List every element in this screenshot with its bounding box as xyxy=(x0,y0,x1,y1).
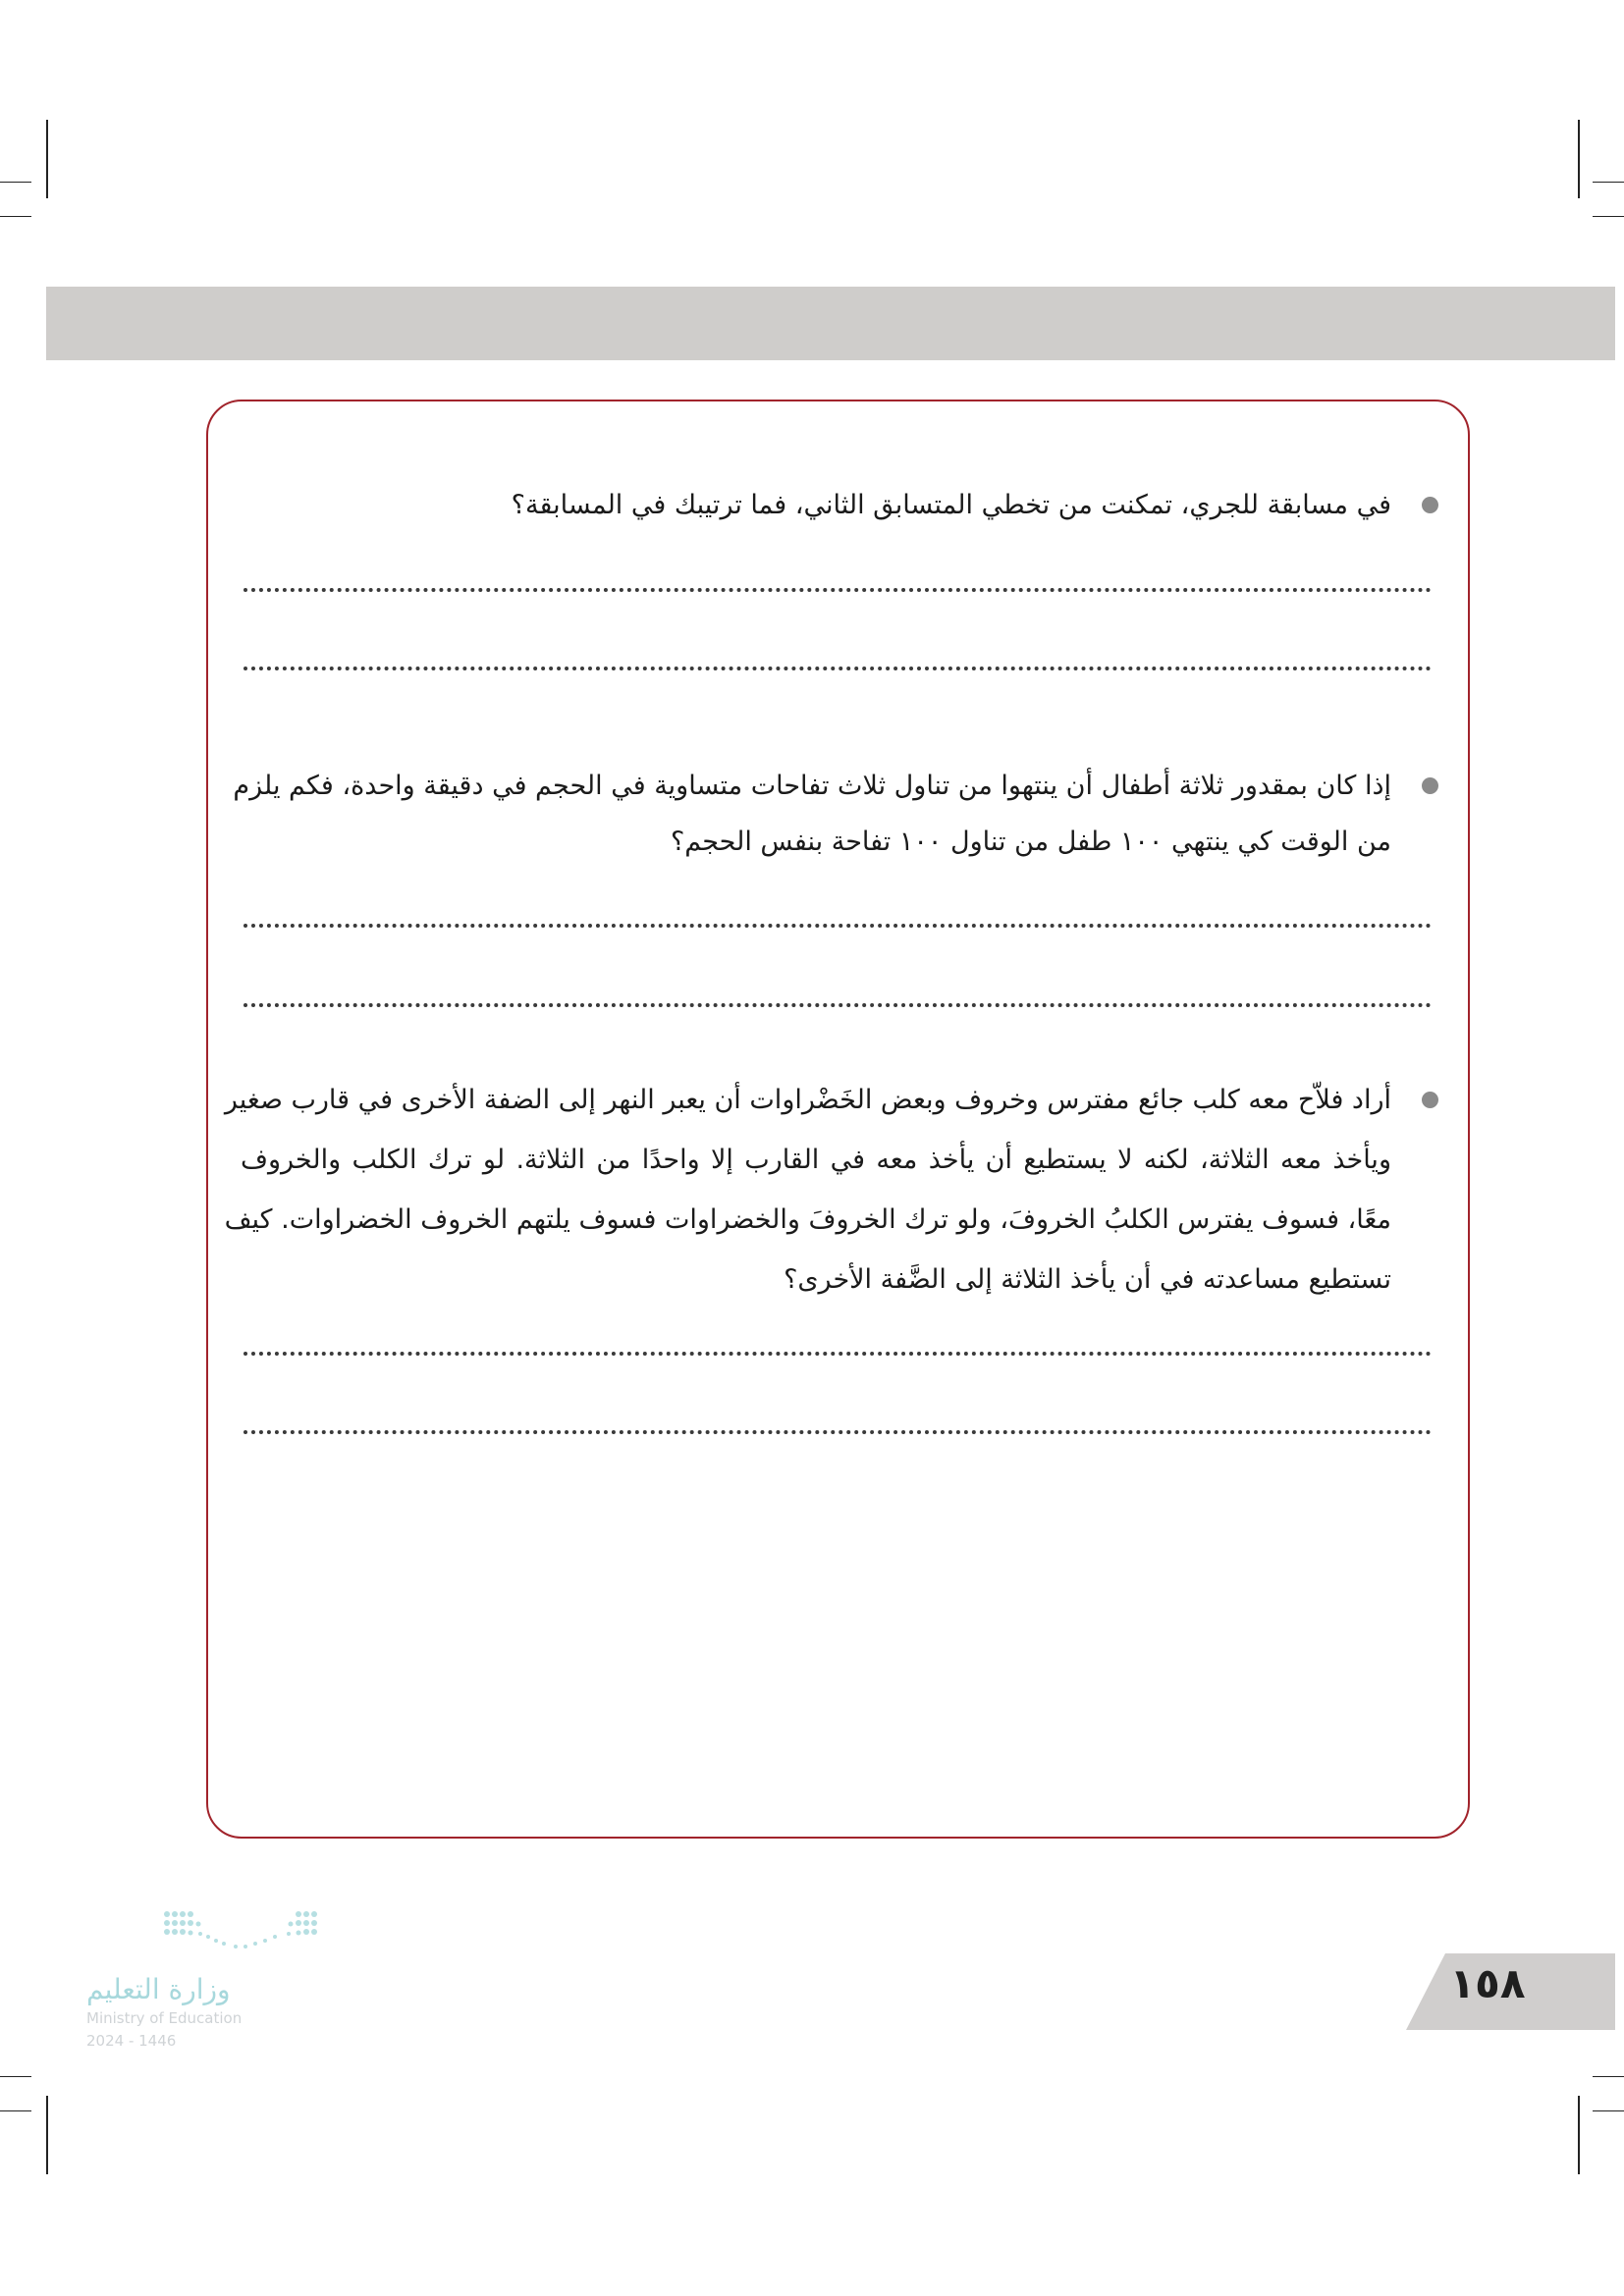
question-line: إذا كان بمقدور ثلاثة أطفال أن ينتهوا من تناول ثلاث تفاحات متساوية في الحجم في دقيقة واحدة، فكم يلزم xyxy=(233,771,1391,801)
answer-line[interactable] xyxy=(244,924,1432,928)
crop-mark xyxy=(46,2096,48,2174)
ministry-name-arabic: وزارة التعليم xyxy=(86,1973,231,2005)
crop-mark xyxy=(1578,2096,1580,2174)
question-3 xyxy=(224,1070,1391,1309)
crop-mark xyxy=(46,120,48,198)
question-line: في مسابقة للجري، تمكنت من تخطي المتسابق الثاني، فما ترتيبك في المسابقة؟ xyxy=(511,490,1391,520)
header-band xyxy=(46,287,1615,360)
crop-mark xyxy=(0,2110,31,2111)
crop-mark xyxy=(0,182,31,183)
bullet-icon xyxy=(1422,497,1438,513)
bullet-icon xyxy=(1422,1092,1438,1108)
ministry-logo-icon xyxy=(157,1904,324,1963)
crop-mark xyxy=(1578,120,1580,198)
page-number: ١٥٨ xyxy=(1449,1959,1526,2007)
question-line: أراد فلاّح معه كلب جائع مفترس وخروف وبعض الخَضْراوات أن يعبر النهر إلى الضفة الأخرى في قارب صغير xyxy=(224,1085,1391,1115)
crop-mark xyxy=(1593,216,1624,217)
question-1 xyxy=(512,477,1391,533)
crop-mark xyxy=(0,216,31,217)
answer-line[interactable] xyxy=(244,1003,1432,1007)
question-line: معًا، فسوف يفترس الكلبُ الخروفَ، ولو ترك الخروفَ والخضراوات فسوف يلتهم الخروف الخضراوات. كيف xyxy=(224,1204,1391,1235)
question-line: تستطيع مساعدته في أن يأخذ الثلاثة إلى الضَّفة الأخرى؟ xyxy=(784,1264,1391,1295)
ministry-name-english: Ministry of Education xyxy=(86,2009,243,2027)
edition-year: 2024 - 1446 xyxy=(86,2032,177,2050)
crop-mark xyxy=(0,2076,31,2077)
crop-mark xyxy=(1593,2110,1624,2111)
answer-line[interactable] xyxy=(244,1352,1432,1356)
crop-mark xyxy=(1593,2076,1624,2077)
answer-line[interactable] xyxy=(244,588,1432,592)
crop-mark xyxy=(1593,182,1624,183)
bullet-icon xyxy=(1422,777,1438,794)
question-line: من الوقت كي ينتهي ١٠٠ طفل من تناول ١٠٠ تفاحة بنفس الحجم؟ xyxy=(670,827,1391,857)
answer-line[interactable] xyxy=(244,1430,1432,1434)
question-2 xyxy=(233,758,1391,870)
answer-line[interactable] xyxy=(244,667,1432,670)
question-line: ويأخذ معه الثلاثة، لكنه لا يستطيع أن يأخذ معه في القارب إلا واحدًا من الثلاثة. لو ترك الكلب والخروف xyxy=(241,1145,1391,1175)
